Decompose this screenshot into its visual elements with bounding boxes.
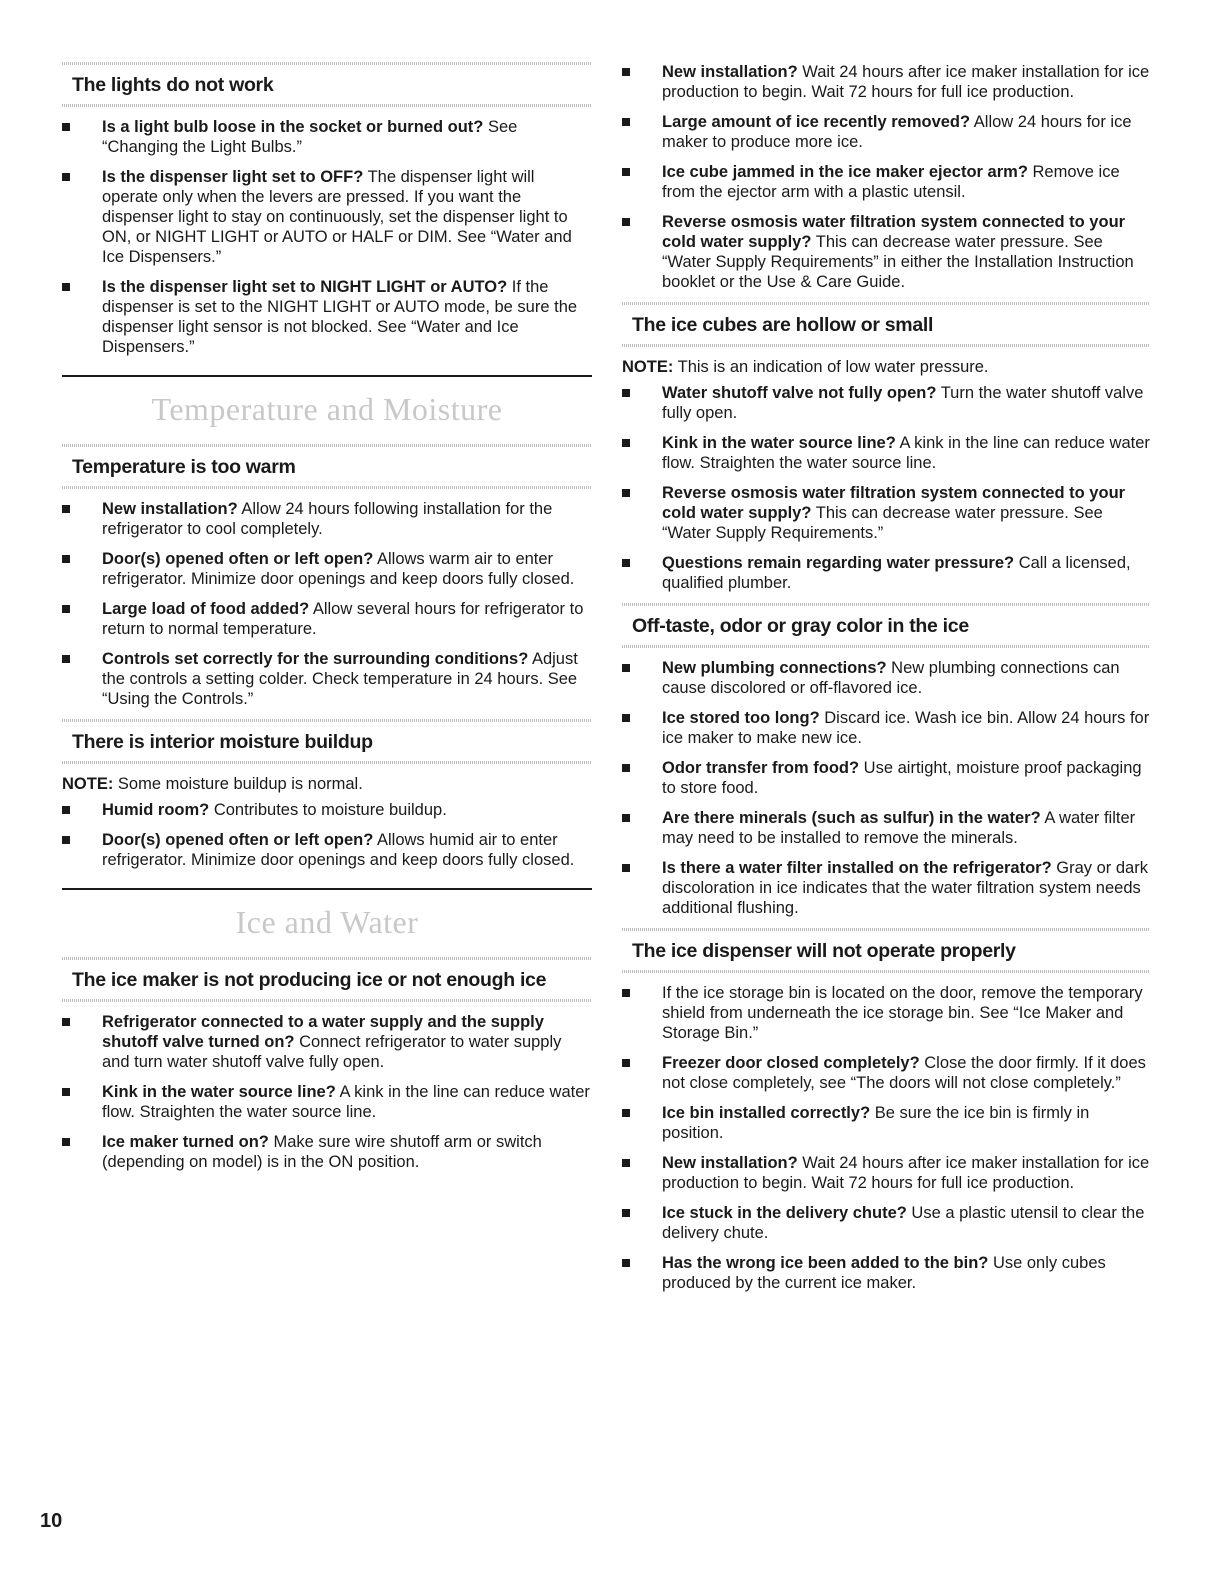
item-answer: Use only cubes produced by the current ice maker. [662, 1254, 1106, 1292]
list-item [622, 1053, 1150, 1093]
item-question: Freezer door closed completely? [662, 1054, 920, 1072]
item-question: New plumbing connections? [662, 659, 887, 677]
list-item [62, 800, 592, 820]
list-item [622, 112, 1150, 152]
item-question: Kink in the water source line? [102, 1083, 336, 1101]
list-item [62, 599, 592, 639]
list-item [622, 553, 1150, 593]
list-item [622, 212, 1150, 292]
item-question: Ice stored too long? [662, 709, 820, 727]
item-answer: Turn the water shutoff valve fully open. [662, 384, 1144, 422]
section-not-producing-continued [622, 62, 1150, 292]
item-answer: Be sure the ice bin is firmly in position. [662, 1104, 1090, 1142]
list-item [622, 433, 1150, 473]
item-answer: This can decrease water pressure. See “Water Supply Requirements” in either the Installation Instruction booklet or the Use & Care Guide. [662, 233, 1134, 291]
note-text: This is an indication of low water pressure. [673, 358, 989, 376]
item-question: Is the dispenser light set to NIGHT LIGHT or AUTO? [102, 278, 508, 296]
problem-heading: The ice maker is not producing ice or not enough ice [62, 957, 592, 1002]
checklist [622, 383, 1150, 593]
item-question: New installation? [662, 63, 798, 81]
item-answer: Wait 24 hours after ice maker installation for ice production to begin. Wait 72 hours for full ice production. [662, 1154, 1150, 1192]
checklist [622, 658, 1150, 918]
section-lights [62, 62, 592, 357]
item-answer: Discard ice. Wash ice bin. Allow 24 hours for ice maker to make new ice. [662, 709, 1150, 747]
list-item [622, 1203, 1150, 1243]
item-question: Large amount of ice recently removed? [662, 113, 971, 131]
list-item [622, 383, 1150, 423]
list-item [62, 499, 592, 539]
right-column [622, 62, 1150, 1303]
item-answer: Connect refrigerator to water supply and turn water shutoff valve fully open. [102, 1033, 562, 1071]
item-answer: If the ice storage bin is located on the door, remove the temporary shield from underneath the ice storage bin. See “Ice Maker and Storage Bin.” [662, 984, 1143, 1042]
item-answer: Close the door firmly. If it does not close completely, see “The doors will not close completely.” [662, 1054, 1146, 1092]
item-answer: Contributes to moisture buildup. [209, 801, 447, 819]
list-item [62, 830, 592, 870]
item-answer: Use airtight, moisture proof packaging to store food. [662, 759, 1142, 797]
item-question: New installation? [102, 500, 238, 518]
problem-heading: The ice dispenser will not operate properly [622, 928, 1150, 973]
section-dispenser [622, 928, 1150, 1293]
item-answer: Make sure wire shutoff arm or switch (depending on model) is in the ON position. [102, 1133, 542, 1171]
item-answer: Allows warm air to enter refrigerator. Minimize door openings and keep doors fully closed. [102, 550, 575, 588]
item-answer: A kink in the line can reduce water flow. Straighten the water source line. [662, 434, 1150, 472]
item-question: Reverse osmosis water filtration system connected to your cold water supply? [662, 213, 1126, 251]
item-question: Door(s) opened often or left open? [102, 550, 374, 568]
list-item [62, 1082, 592, 1122]
item-question: Large load of food added? [102, 600, 310, 618]
item-question: Refrigerator connected to a water supply and the supply shutoff valve turned on? [102, 1013, 544, 1051]
problem-heading: The lights do not work [62, 62, 592, 107]
left-column [62, 62, 592, 1182]
section-not-producing [62, 957, 592, 1172]
item-answer: Allow 24 hours following installation for the refrigerator to cool completely. [102, 500, 553, 538]
item-question: Controls set correctly for the surrounding conditions? [102, 650, 529, 668]
checklist [622, 62, 1150, 292]
checklist [62, 800, 592, 870]
item-answer: This can decrease water pressure. See “Water Supply Requirements.” [662, 504, 1103, 542]
problem-heading: Temperature is too warm [62, 444, 592, 489]
list-item [62, 1132, 592, 1172]
list-item [622, 1253, 1150, 1293]
item-question: Ice stuck in the delivery chute? [662, 1204, 907, 1222]
item-answer: Gray or dark discoloration in ice indicates that the water filtration system needs additional flushing. [662, 859, 1148, 917]
item-answer: New plumbing connections can cause discolored or off-flavored ice. [662, 659, 1120, 697]
list-item [62, 277, 592, 357]
note-text: Some moisture buildup is normal. [113, 775, 363, 793]
list-item [622, 658, 1150, 698]
section-off-taste [622, 603, 1150, 918]
list-item [622, 1103, 1150, 1143]
item-answer: Remove ice from the ejector arm with a plastic utensil. [662, 163, 1120, 201]
list-item [622, 858, 1150, 918]
category-heading: Temperature and Moisture [62, 375, 592, 440]
item-answer: Wait 24 hours after ice maker installation for ice production to begin. Wait 72 hours for full ice production. [662, 63, 1150, 101]
item-question: Questions remain regarding water pressure? [662, 554, 1015, 572]
list-item [62, 649, 592, 709]
item-question: Ice cube jammed in the ice maker ejector arm? [662, 163, 1028, 181]
item-question: Reverse osmosis water filtration system connected to your cold water supply? [662, 484, 1126, 522]
item-question: Kink in the water source line? [662, 434, 896, 452]
note-label: NOTE: [62, 775, 114, 793]
item-question: Water shutoff valve not fully open? [662, 384, 937, 402]
problem-heading: There is interior moisture buildup [62, 719, 592, 764]
list-item [62, 117, 592, 157]
item-question: Door(s) opened often or left open? [102, 831, 374, 849]
note-label: NOTE: [622, 358, 674, 376]
item-question: Are there minerals (such as sulfur) in the water? [662, 809, 1041, 827]
checklist [62, 1012, 592, 1172]
list-item [622, 62, 1150, 102]
checklist [62, 499, 592, 709]
list-item [622, 708, 1150, 748]
problem-heading: Off-taste, odor or gray color in the ice [622, 603, 1150, 648]
item-question: Is the dispenser light set to OFF? [102, 168, 364, 186]
list-item [622, 983, 1150, 1043]
item-answer: If the dispenser is set to the NIGHT LIGHT or AUTO mode, be sure the dispenser light sensor is not blocked. See “Water and Ice Dispensers.” [102, 278, 578, 356]
list-item [622, 483, 1150, 543]
list-item [62, 1012, 592, 1072]
list-item [622, 1153, 1150, 1193]
item-answer: Allows humid air to enter refrigerator. Minimize door openings and keep doors fully closed. [102, 831, 575, 869]
item-question: Is a light bulb loose in the socket or burned out? [102, 118, 484, 136]
checklist [62, 117, 592, 357]
item-question: Ice maker turned on? [102, 1133, 269, 1151]
item-question: Is there a water filter installed on the refrigerator? [662, 859, 1052, 877]
item-question: Has the wrong ice been added to the bin? [662, 1254, 989, 1272]
list-item [622, 808, 1150, 848]
note [62, 774, 592, 794]
section-hollow [622, 302, 1150, 593]
category-heading: Ice and Water [62, 888, 592, 953]
list-item [622, 162, 1150, 202]
list-item [62, 167, 592, 267]
note [622, 357, 1150, 377]
section-moisture [62, 719, 592, 870]
item-answer: A kink in the line can reduce water flow. Straighten the water source line. [102, 1083, 590, 1121]
list-item [622, 758, 1150, 798]
item-question: Humid room? [102, 801, 210, 819]
section-too-warm [62, 444, 592, 709]
item-question: Odor transfer from food? [662, 759, 860, 777]
item-answer: Use a plastic utensil to clear the delivery chute. [662, 1204, 1145, 1242]
page-number: 10 [40, 1510, 63, 1532]
list-item [62, 549, 592, 589]
item-answer: The dispenser light will operate only when the levers are pressed. If you want the dispenser light to stay on continuously, set the dispenser light to ON, or NIGHT LIGHT or AUTO or HALF or DIM. See “Water and Ice Dispensers.” [102, 168, 572, 266]
item-answer: Call a licensed, qualified plumber. [662, 554, 1131, 592]
item-answer: Allow 24 hours for ice maker to produce more ice. [662, 113, 1132, 151]
item-answer: Allow several hours for refrigerator to return to normal temperature. [102, 600, 584, 638]
item-answer: A water filter may need to be installed to remove the minerals. [662, 809, 1136, 847]
item-answer: Adjust the controls a setting colder. Check temperature in 24 hours. See “Using the Controls.” [102, 650, 578, 708]
item-answer: See “Changing the Light Bulbs.” [102, 118, 518, 156]
problem-heading: The ice cubes are hollow or small [622, 302, 1150, 347]
item-question: New installation? [662, 1154, 798, 1172]
checklist [622, 983, 1150, 1293]
item-question: Ice bin installed correctly? [662, 1104, 871, 1122]
